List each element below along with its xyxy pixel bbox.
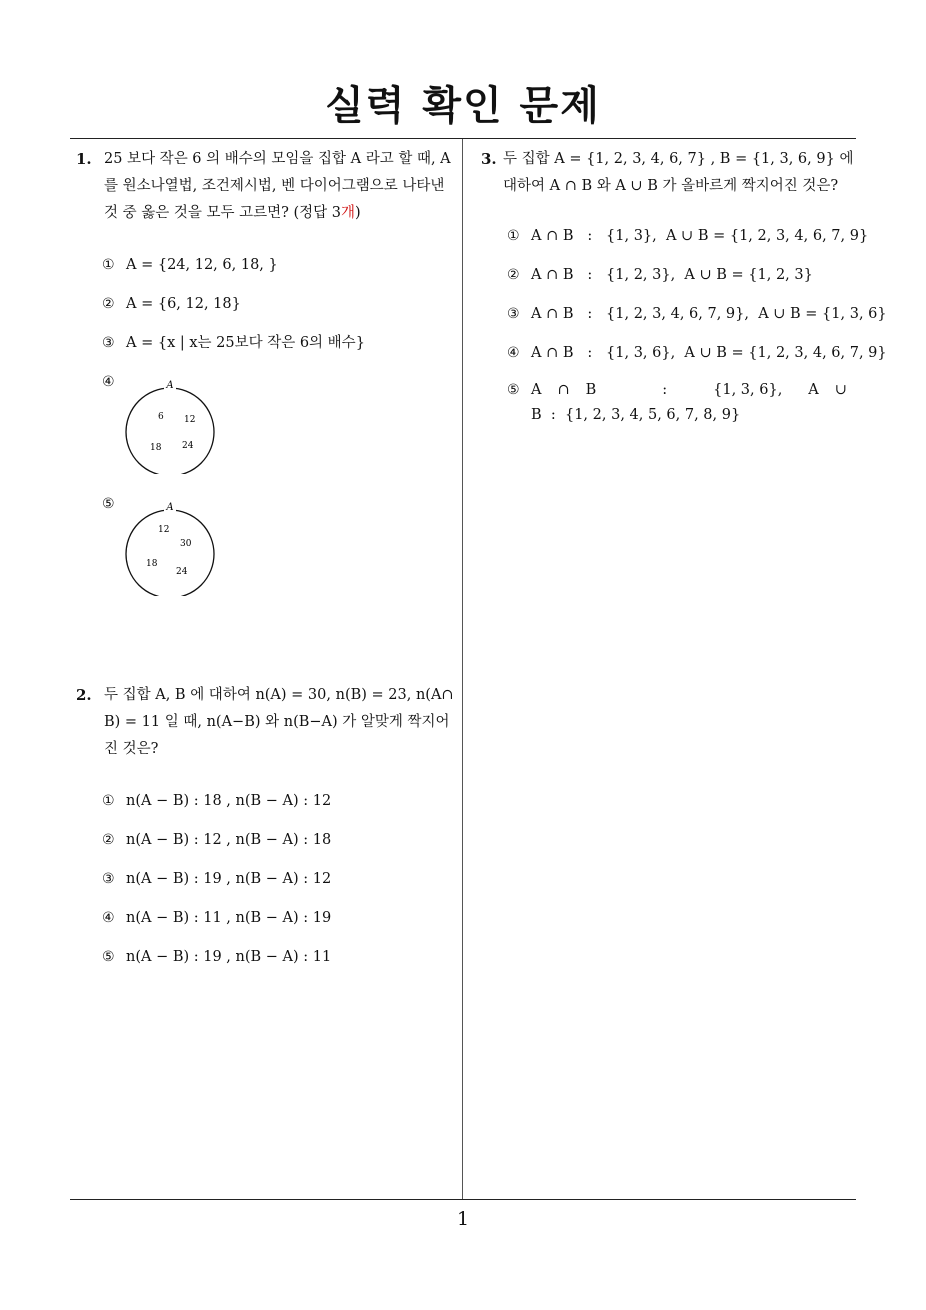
set-element: 24 bbox=[182, 441, 194, 451]
page-title: 실력 확인 문제 bbox=[325, 83, 601, 129]
option-marker: ② bbox=[507, 267, 520, 283]
option-2[interactable] bbox=[76, 826, 460, 865]
option-3[interactable] bbox=[76, 865, 460, 904]
venn-diagram bbox=[124, 496, 224, 596]
answer-options bbox=[481, 222, 887, 428]
question-stem: 두 집합 A, B 에 대하여 n(A) = 30, n(B) = 23, n(A∩ B) = 11 일 때, n(A−B) 와 n(B−A) 가 알맞게 짝지어진 것은? bbox=[104, 687, 454, 757]
option-text: A = {6, 12, 18} bbox=[126, 296, 241, 312]
option-1[interactable] bbox=[76, 251, 460, 290]
set-circle bbox=[126, 510, 214, 596]
venn-diagram bbox=[124, 374, 224, 474]
option-3[interactable] bbox=[76, 329, 460, 368]
option-text: A ∩ B : {1, 3, 6}, A ∪ B = {1, 2, 3, 4, 6, 7, 9} bbox=[531, 345, 887, 361]
question-3 bbox=[481, 146, 887, 428]
page-number: 1 bbox=[456, 1208, 470, 1230]
option-text: A ∩ B : {1, 2, 3, 4, 6, 7, 9}, A ∪ B = {1, 3, 6} bbox=[531, 306, 887, 322]
option-text: A = {x | x는 25보다 작은 6의 배수} bbox=[126, 335, 365, 351]
option-4[interactable] bbox=[76, 904, 460, 943]
option-1[interactable] bbox=[481, 222, 869, 261]
question-1 bbox=[76, 146, 460, 600]
option-marker: ① bbox=[507, 228, 520, 244]
option-marker: ⑤ bbox=[102, 949, 115, 965]
option-marker: ⑤ bbox=[507, 382, 520, 398]
answer-options bbox=[76, 787, 460, 982]
set-label: A bbox=[166, 502, 174, 513]
option-3[interactable] bbox=[481, 300, 887, 339]
option-text: n(A − B) : 11 , n(B − A) : 19 bbox=[126, 910, 332, 926]
option-4[interactable] bbox=[76, 368, 460, 490]
option-marker: ⑤ bbox=[102, 496, 115, 512]
option-marker: ③ bbox=[102, 871, 115, 887]
option-marker: ③ bbox=[507, 306, 520, 322]
option-4[interactable] bbox=[481, 339, 887, 378]
set-element: 30 bbox=[180, 539, 192, 549]
set-label: A bbox=[166, 380, 174, 391]
highlight-text: 개 bbox=[341, 205, 356, 221]
set-circle bbox=[126, 388, 214, 474]
question-stem: 두 집합 A = {1, 2, 3, 4, 6, 7} , B = {1, 3, 6, 9} 에 대하여 A ∩ B 와 A ∪ B 가 올바르게 짝지어진 것은? bbox=[503, 151, 854, 194]
option-text-line-1: A ∩ B : {1, 3, 6}, A ∪ bbox=[531, 382, 847, 398]
option-marker: ① bbox=[102, 793, 115, 809]
question-number: 3. bbox=[481, 150, 497, 168]
question-2 bbox=[76, 682, 460, 982]
option-5[interactable] bbox=[481, 378, 847, 428]
column-divider bbox=[462, 139, 463, 1199]
option-marker: ② bbox=[102, 832, 115, 848]
option-2[interactable] bbox=[481, 261, 861, 300]
option-text: n(A − B) : 18 , n(B − A) : 12 bbox=[126, 793, 332, 809]
set-element: 12 bbox=[184, 415, 196, 425]
question-number: 2. bbox=[76, 686, 92, 704]
option-5[interactable] bbox=[76, 490, 460, 600]
option-text: n(A − B) : 19 , n(B − A) : 12 bbox=[126, 871, 332, 887]
option-text: A = {24, 12, 6, 18, } bbox=[126, 257, 278, 273]
question-number: 1. bbox=[76, 150, 92, 168]
option-1[interactable] bbox=[76, 787, 460, 826]
bottom-rule bbox=[70, 1199, 856, 1200]
set-element: 24 bbox=[176, 567, 188, 577]
option-text: A ∩ B : {1, 2, 3}, A ∪ B = {1, 2, 3} bbox=[531, 267, 813, 283]
option-5[interactable] bbox=[76, 943, 460, 982]
question-stem: 25 보다 작은 6 의 배수의 모임을 집합 A 라고 할 때, A 를 원소나열법, 조건제시법, 벤 다이어그램으로 나타낸 것 중 옳은 것을 모두 고르면? (정답 3개) bbox=[104, 151, 451, 221]
option-marker: ④ bbox=[102, 910, 115, 926]
option-marker: ② bbox=[102, 296, 115, 312]
top-rule bbox=[70, 138, 856, 139]
option-text: n(A − B) : 19 , n(B − A) : 11 bbox=[126, 949, 332, 965]
option-text: A ∩ B : {1, 3}, A ∪ B = {1, 2, 3, 4, 6, 7, 9} bbox=[531, 228, 869, 244]
option-2[interactable] bbox=[76, 290, 460, 329]
option-marker: ④ bbox=[507, 345, 520, 361]
set-element: 12 bbox=[158, 525, 170, 535]
option-marker: ③ bbox=[102, 335, 115, 351]
set-element: 18 bbox=[150, 443, 162, 453]
set-element: 6 bbox=[158, 412, 164, 422]
option-text-line-2: B : {1, 2, 3, 4, 5, 6, 7, 8, 9} bbox=[531, 407, 741, 423]
option-marker: ① bbox=[102, 257, 115, 273]
option-marker: ④ bbox=[102, 374, 115, 390]
answer-options bbox=[76, 251, 460, 600]
set-element: 18 bbox=[146, 559, 158, 569]
option-text: n(A − B) : 12 , n(B − A) : 18 bbox=[126, 832, 332, 848]
